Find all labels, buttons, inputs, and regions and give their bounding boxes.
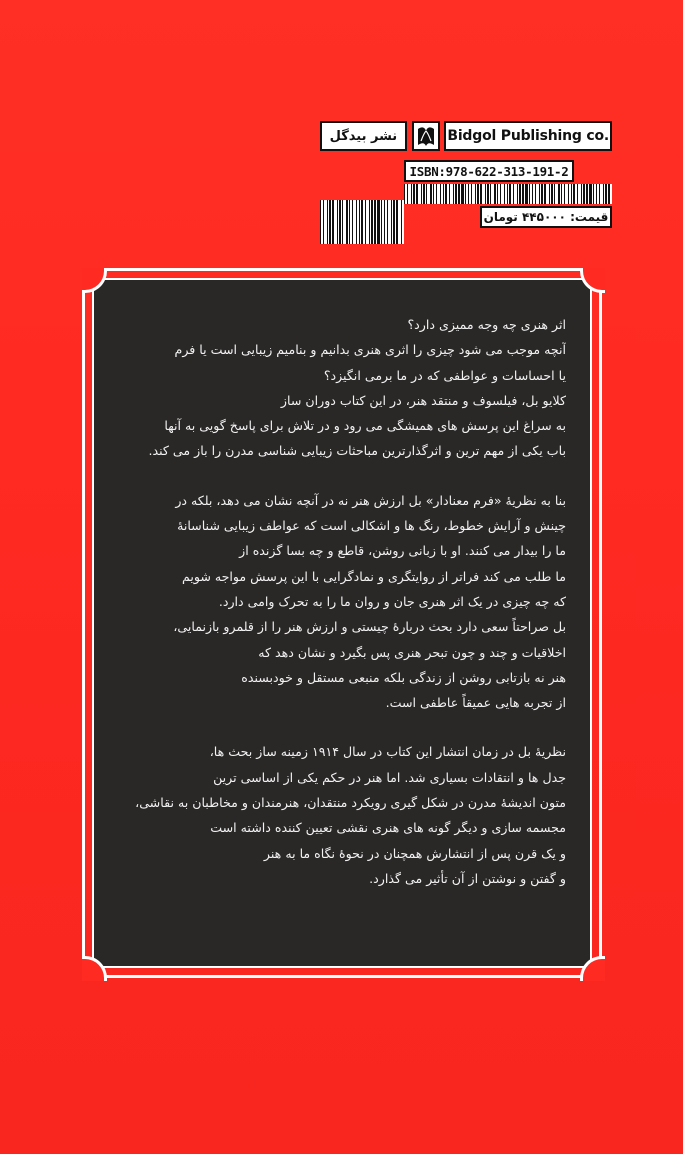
text-line: و گفتن و نوشتن از آن تأثیر می گذارد.: [369, 870, 566, 886]
publisher-name-en: Bidgol Publishing co.: [444, 121, 612, 151]
barcode-stripe: [608, 184, 610, 204]
paragraph-3: [118, 739, 566, 891]
text-line: از تجربه هایی عمیقاً عاطفی است.: [385, 695, 566, 711]
isbn-block: [404, 160, 612, 205]
text-line: و یک قرن پس از انتشارش همچنان در نحوهٔ نگاه ما به هنر: [263, 845, 566, 861]
text-line: کلایو بل، فیلسوف و منتقد هنر، در این کتاب دوران ساز: [280, 392, 566, 408]
text-line: که چه چیزی در یک اثر هنری جان و روان ما را به تحرک وامی دارد.: [218, 593, 566, 609]
text-line: اثر هنری چه وجه ممیزی دارد؟: [407, 317, 566, 332]
text-line: ما را بیدار می کنند. او با زبانی روشن، قاطع و چه بسا گزنده از: [239, 543, 566, 559]
text-line: هنر نه بازتابی روشن از زندگی بلکه منبعی مستقل و خودبسنده: [241, 669, 566, 685]
text-line: نظریهٔ بل در زمان انتشار این کتاب در سال ۱۹۱۴ زمینه ساز بحث ها،: [209, 744, 566, 760]
blurb-text: [118, 312, 566, 952]
text-line: یا احساسات و عواطفی که در ما برمی انگیزد؟: [323, 367, 566, 383]
text-line: اخلاقیات و چند و چون تبحر هنری پس بگیرد و نشان دهد که: [258, 644, 566, 660]
text-line: متون اندیشهٔ مدرن در شکل گیری رویکرد منتقدان، هنرمندان و مخاطبان به نقاشی،: [135, 795, 566, 811]
barcode-stripe: [401, 200, 402, 244]
text-line: آنچه موجب می شود چیزی را اثری هنری بدانیم و بنامیم زیبایی است یا فرم: [174, 342, 566, 358]
barcode-side: [320, 200, 404, 244]
text-line: به سراغ این پرسش های همیشگی می رود و در تلاش برای پاسخ گویی به آنها: [164, 418, 566, 434]
text-line: جدل ها و انتقادات بسیاری شد. اما هنر در حکم یکی از اساسی ترین: [213, 769, 566, 785]
text-line: مجسمه سازی و دیگر گونه های هنری نقشی تعیین کننده داشته است: [210, 820, 566, 836]
text-line: ما طلب می کند فراتر از روایتگری و نمادگرایی با این پرسش مواجه شویم: [181, 568, 566, 584]
publisher-sticker: [320, 110, 612, 235]
publisher-row: [320, 118, 612, 154]
text-line: بنا به نظریهٔ «فرم معنادار» بل ارزش هنر نه در آنچه نشان می دهد، بلکه در: [175, 492, 566, 508]
price-label: قیمت: ۴۴۵۰۰۰ تومان: [480, 206, 612, 228]
text-line: بل صراحتاً سعی دارد بحث دربارهٔ چیستی و ارزش هنر را از قلمرو بازنمایی،: [173, 619, 566, 635]
paragraph-1: [118, 312, 566, 464]
publisher-name-fa: نشر بیدگل: [320, 121, 407, 151]
text-line: باب یکی از مهم ترین و اثرگذارترین مباحثات زیبایی شناسی مدرن را باز می کند.: [148, 443, 566, 459]
text-line: چینش و آرایش خطوط، رنگ ها و اشکالی است که عواطف زیبایی شناسانهٔ: [177, 518, 566, 534]
paragraph-2: [118, 488, 566, 716]
book-leaf-logo-icon: [411, 121, 441, 151]
isbn-text: ISBN:978-622-313-191-2: [404, 160, 574, 182]
barcode: [404, 184, 612, 204]
